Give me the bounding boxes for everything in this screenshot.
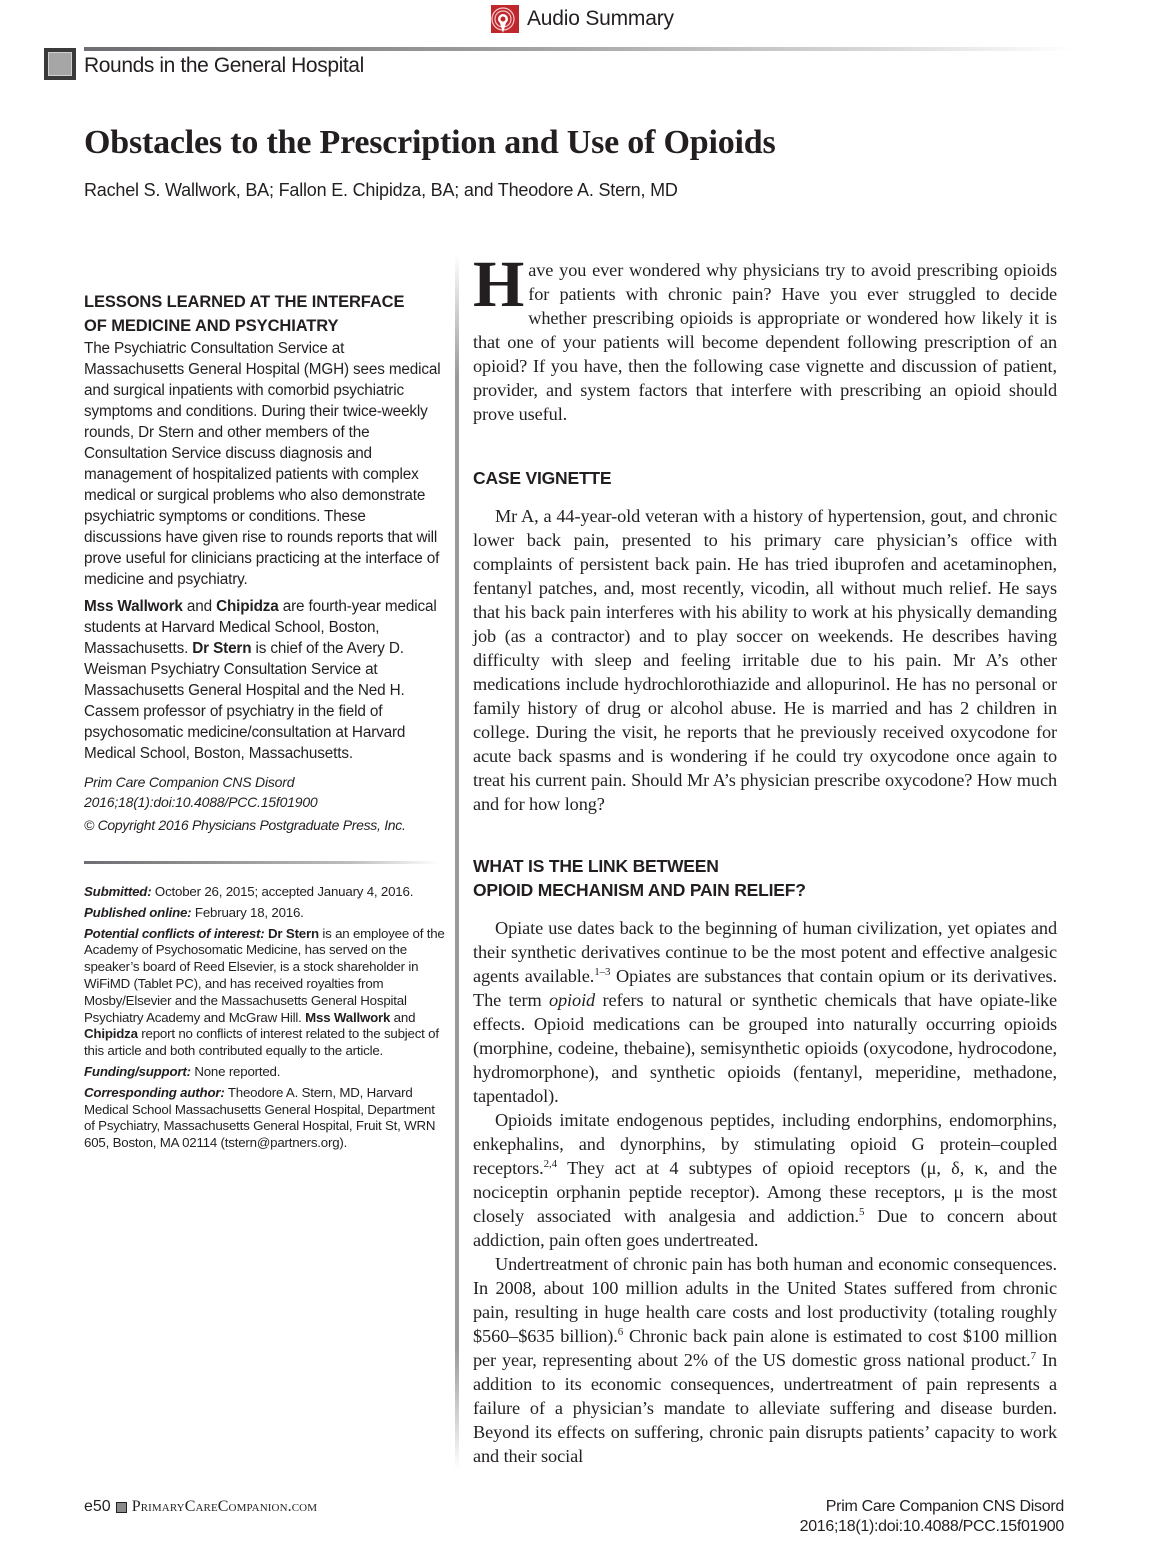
author-bios: Mss Wallwork and Chipidza are fourth-year medical students at Harvard Medical School, Boston, Massachusetts. Dr Stern is chief of the Avery D. Weisman Psychiatry Consultation Service at Massachusetts General Hospital and the Ned H. Cassem professor of psychiatry in the field of psychosomatic medicine/consultation at Harvard Medical School, Boston, Massachusetts. (84, 598, 437, 762)
page-number: e50 (84, 1498, 111, 1515)
footer-left (84, 1498, 317, 1516)
intro-paragraph: Have you ever wondered why physicians try to avoid prescribing opioids for patients with chronic pain? Have you ever struggled to decide whether prescribing opioids is appropriate or wondered how likely it is that one of your patients will become dependent following prescription of an opioid? If you have, then the following case vignette and discussion of patient, provider, and system factors that interfere with prescribing an opioid should prove useful. (473, 248, 1057, 424)
funding-info: Funding/support: None reported. (84, 1063, 281, 1079)
case-vignette-text: Mr A, a 44-year-old veteran with a history of hypertension, gout, and chronic lower back pain, presented to his primary care physician’s office with complaints of persistent back pain. He has tried ibuprofen and acetaminophen, fentanyl patches, and, most recently, vicodin, all without much relief. He says that his back pain interferes with his ability to work at his physically demanding job (as a contractor) and to play soccer on weekends. He describes having difficulty with sleep and feeling irritable due to his pain. Mr A’s other medications include hydrochlorothiazide and allopurinol. He has no personal or family history of drug or alcohol abuse. He is married and has 2 children in college. During the visit, he reports that he previously received oxycodone for acute back spasms and is wondering if he could try oxycodone once again to treat his current pain. Should Mr A’s physician prescribe oxycodone? How much and for how long? (473, 506, 1057, 814)
sidebar-intro: The Psychiatric Consultation Service at Massachusetts General Hospital (MGH) sees medical and surgical inpatients with comorbid psychiatric symptoms and conditions. During their twice-weekly rounds, Dr Stern and other members of the Consultation Service discuss diagnosis and management of hospitalized patients with complex medical or surgical problems who also demonstrate psychiatric symptoms or conditions. These discussions have given rise to rounds reports that will prove useful for clinicians practicing at the interface of medicine and psychiatry. (84, 340, 441, 588)
article-authors: Rachel S. Wallwork, BA; Fallon E. Chipidza, BA; and Theodore A. Stern, MD (84, 180, 678, 200)
sidebar-heading: LESSONS LEARNED AT THE INTERFACE OF MEDICINE AND PSYCHIATRY (84, 293, 405, 335)
journal-website-link[interactable]: PrimaryCareCompanion.com (131, 1498, 318, 1515)
mechanism-paragraph-2: Opioids imitate endogenous peptides, including endorphins, endomorphins, enkephalins, and dynorphins, by stimulating opioid G protein–coupled receptors.$^{2,4}$ They act at 4 subtypes of opioid receptors (μ, δ, κ, and the nociceptin orphanin peptide receptor). Among these receptors, μ is the most closely associated with analgesia and addiction.$^5$ Due to concern about addiction, pain often goes undertreated. (473, 1110, 1058, 1250)
section-square-icon (44, 48, 76, 80)
footer-square-icon (116, 1502, 127, 1513)
sidebar-divider (84, 861, 439, 864)
mechanism-paragraph-1: Opiate use dates back to the beginning of human civilization, yet opiates and their synthetic derivatives continue to be the most potent and effective analgesic agents available.$^{1-3}$ Opiates are substances that contain opium or its derivatives. The term opioid refers to natural or synthetic chemicals that have opiate-like effects. Opioid medications can be grouped into naturally occurring opioids (morphine, codeine, thebaine), semisynthetic opioids (oxycodone, hydrocodone, hydromorphone), and synthetic opioids (fentanyl, meperidine, methadone, tapentadol). (473, 918, 1058, 1106)
mechanism-heading: WHAT IS THE LINK BETWEEN OPIOID MECHANISM AND PAIN RELIEF? (473, 856, 806, 900)
footer-citation: Prim Care Companion CNS Disord 2016;18(1):doi:10.4088/PCC.15f01900 (799, 1498, 1064, 1535)
citation: Prim Care Companion CNS Disord 2016;18(1):doi:10.4088/PCC.15f01900 (84, 774, 318, 810)
main-column (473, 248, 1058, 1468)
column-divider (455, 255, 459, 1470)
published-info: Published online: February 18, 2016. (84, 904, 304, 920)
submitted-info: Submitted: October 26, 2015; accepted January 4, 2016. (84, 884, 414, 899)
audio-broadcast-icon (491, 5, 519, 33)
audio-summary-label: Audio Summary (527, 7, 674, 30)
sidebar (84, 290, 446, 1156)
article-title: Obstacles to the Prescription and Use of Opioids (84, 124, 776, 161)
mechanism-paragraph-3: Undertreatment of chronic pain has both human and economic consequences. In 2008, about 100 million adults in the United States suffered from chronic pain, resulting in huge health care costs and lost productivity (totaling roughly $560–$635 billion).$^6$ Chronic back pain alone is estimated to cost $100 million per year, representing about 2% of the US domestic gross national product.$^7$ In addition to its economic consequences, undertreatment of pain represents a failure of a physician’s mandate to alleviate suffering and disease burden. Beyond its effects on suffering, chronic pain disrupts patients’ capacity to work and their social (473, 1254, 1057, 1466)
corresponding-author: Corresponding author: Theodore A. Stern, MD, Harvard Medical School Massachusetts General Hospital, Department of Psychiatry, Massachusetts General Hospital, Fruit St, WRN 605, Boston, MA 02114 (tstern@partners.org). (84, 1084, 436, 1151)
header-rule (84, 47, 1074, 51)
section-title: Rounds in the General Hospital (84, 54, 364, 77)
conflicts-info: Potential conflicts of interest: Dr Stern is an employee of the Academy of Psychosomatic Medicine, has served on the speaker’s board of Reed Elsevier, is a stock shareholder in WiFiMD (Tablet PC), and has received royalties from Mosby/Elsevier and the Massachusetts General Hospital Psychiatry Academy and McGraw Hill. Mss Wallwork and Chipidza report no conflicts of interest related to the subject of this article and both contributed equally to the article. (84, 925, 445, 1059)
audio-summary-link[interactable] (491, 4, 674, 34)
case-vignette-heading: CASE VIGNETTE (473, 468, 612, 488)
copyright: © Copyright 2016 Physicians Postgraduate Press, Inc. (84, 817, 406, 833)
article-metadata (84, 884, 446, 1152)
drop-cap: H (473, 248, 525, 321)
